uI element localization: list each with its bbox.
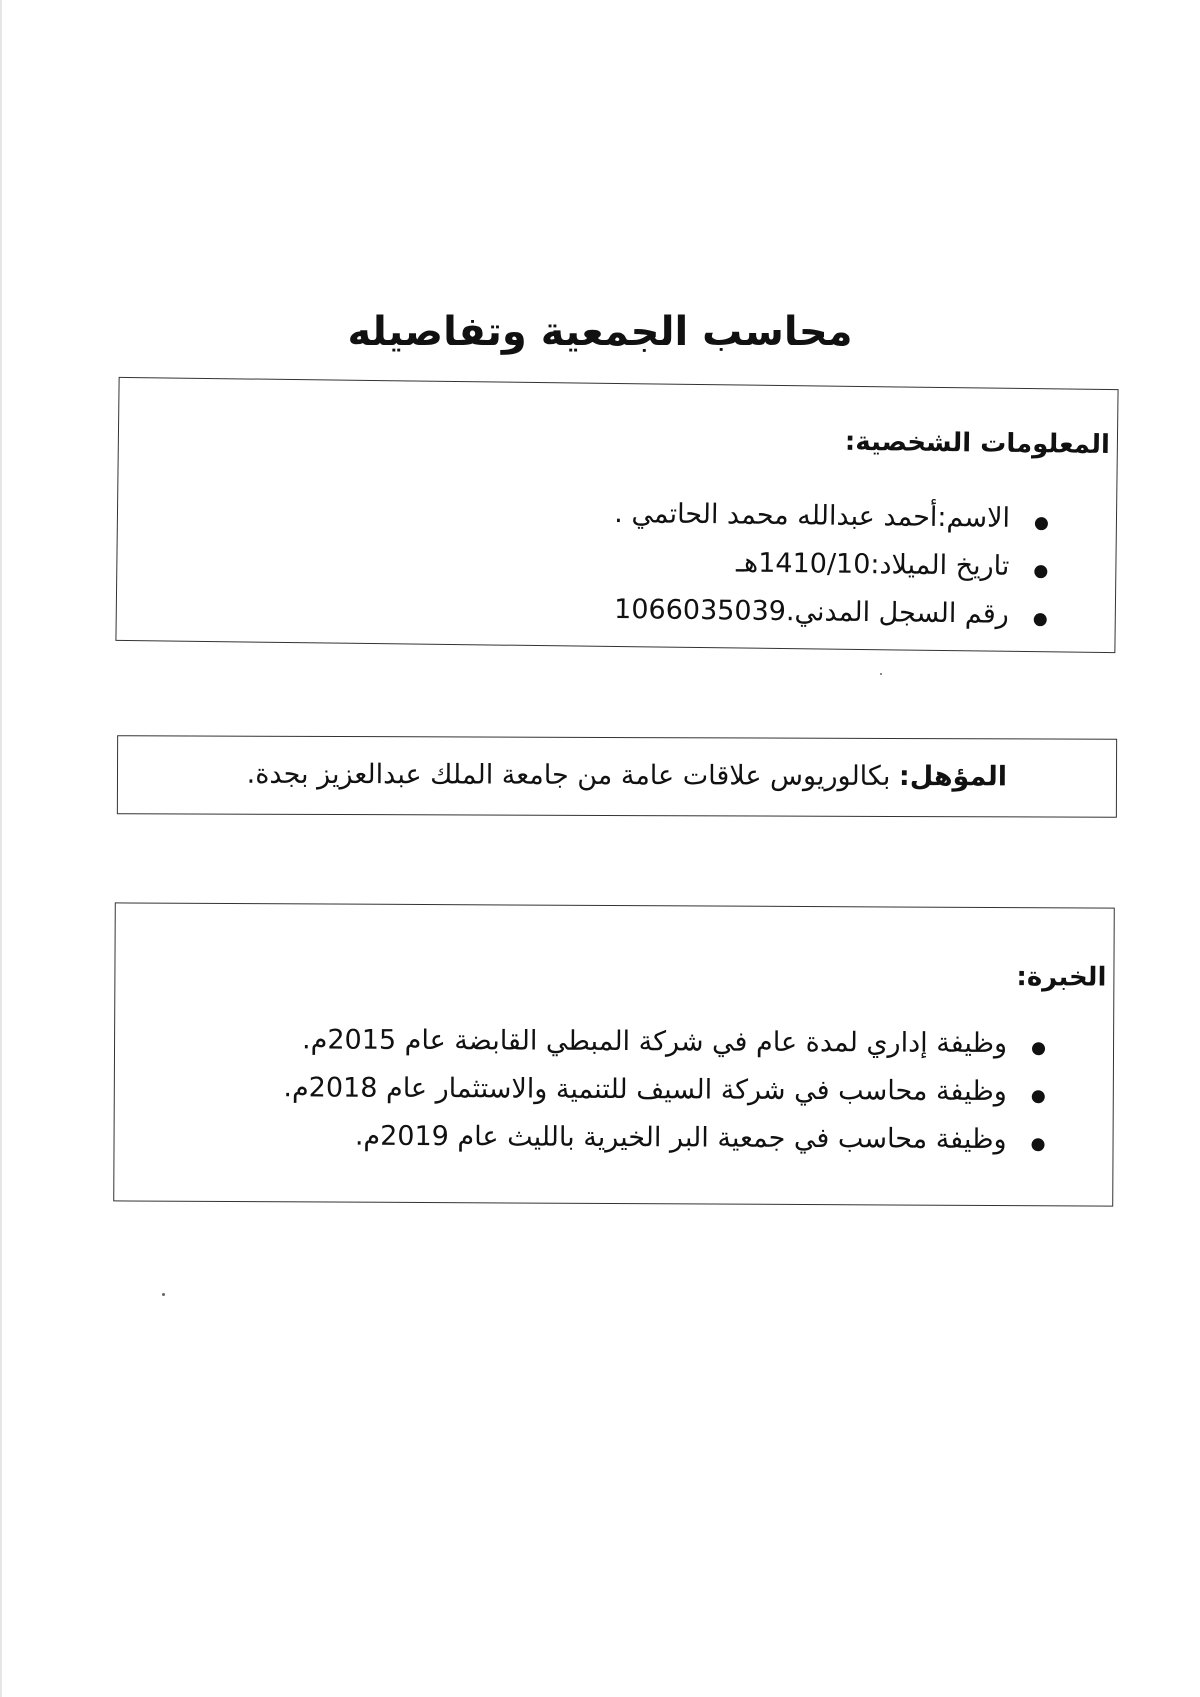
scan-speck <box>880 673 882 675</box>
qualification-box <box>117 735 1117 817</box>
scan-speck <box>162 1293 165 1296</box>
bullet-icon <box>1035 517 1048 530</box>
list-item <box>614 496 1048 549</box>
experience-item: وظيفة محاسب في جمعية البر الخيرية بالليث عام 2019م. <box>354 1120 1007 1156</box>
page-title: محاسب الجمعية وتفاصيله <box>347 309 853 355</box>
personal-info-list <box>613 496 1048 645</box>
bullet-icon <box>1034 613 1047 626</box>
experience-box <box>113 902 1115 1206</box>
list-item <box>613 544 1047 597</box>
bullet-icon <box>1032 1042 1045 1055</box>
list-item <box>284 1022 1046 1074</box>
list-item <box>283 1118 1045 1170</box>
list-item <box>613 592 1047 645</box>
civil-registry-number: رقم السجل المدني.1066035039 <box>613 593 1010 630</box>
list-item <box>283 1070 1045 1122</box>
personal-info-heading: المعلومات الشخصية: <box>844 426 1111 461</box>
personal-name: الاسم:أحمد عبدالله محمد الحاتمي . <box>614 497 1011 534</box>
experience-heading: الخبرة: <box>1016 962 1107 993</box>
scan-edge <box>0 0 2 1697</box>
experience-item: وظيفة إداري لمدة عام في شركة المبطي القابضة عام 2015م. <box>302 1024 1008 1060</box>
qualification-value: بكالوريوس علاقات عامة من جامعة الملك عبدالعزيز بجدة. <box>246 758 900 792</box>
bullet-icon <box>1034 565 1047 578</box>
bullet-icon <box>1031 1138 1044 1151</box>
bullet-icon <box>1032 1090 1045 1103</box>
qualification-line <box>247 757 1007 795</box>
experience-item: وظيفة محاسب في شركة السيف للتنمية والاستثمار عام 2018م. <box>283 1072 1007 1108</box>
personal-info-box <box>115 377 1118 653</box>
experience-list <box>283 1022 1045 1170</box>
birth-date: تاريخ الميلاد:1410/10هـ <box>735 547 1010 582</box>
qualification-label: المؤهل: <box>898 760 1008 793</box>
